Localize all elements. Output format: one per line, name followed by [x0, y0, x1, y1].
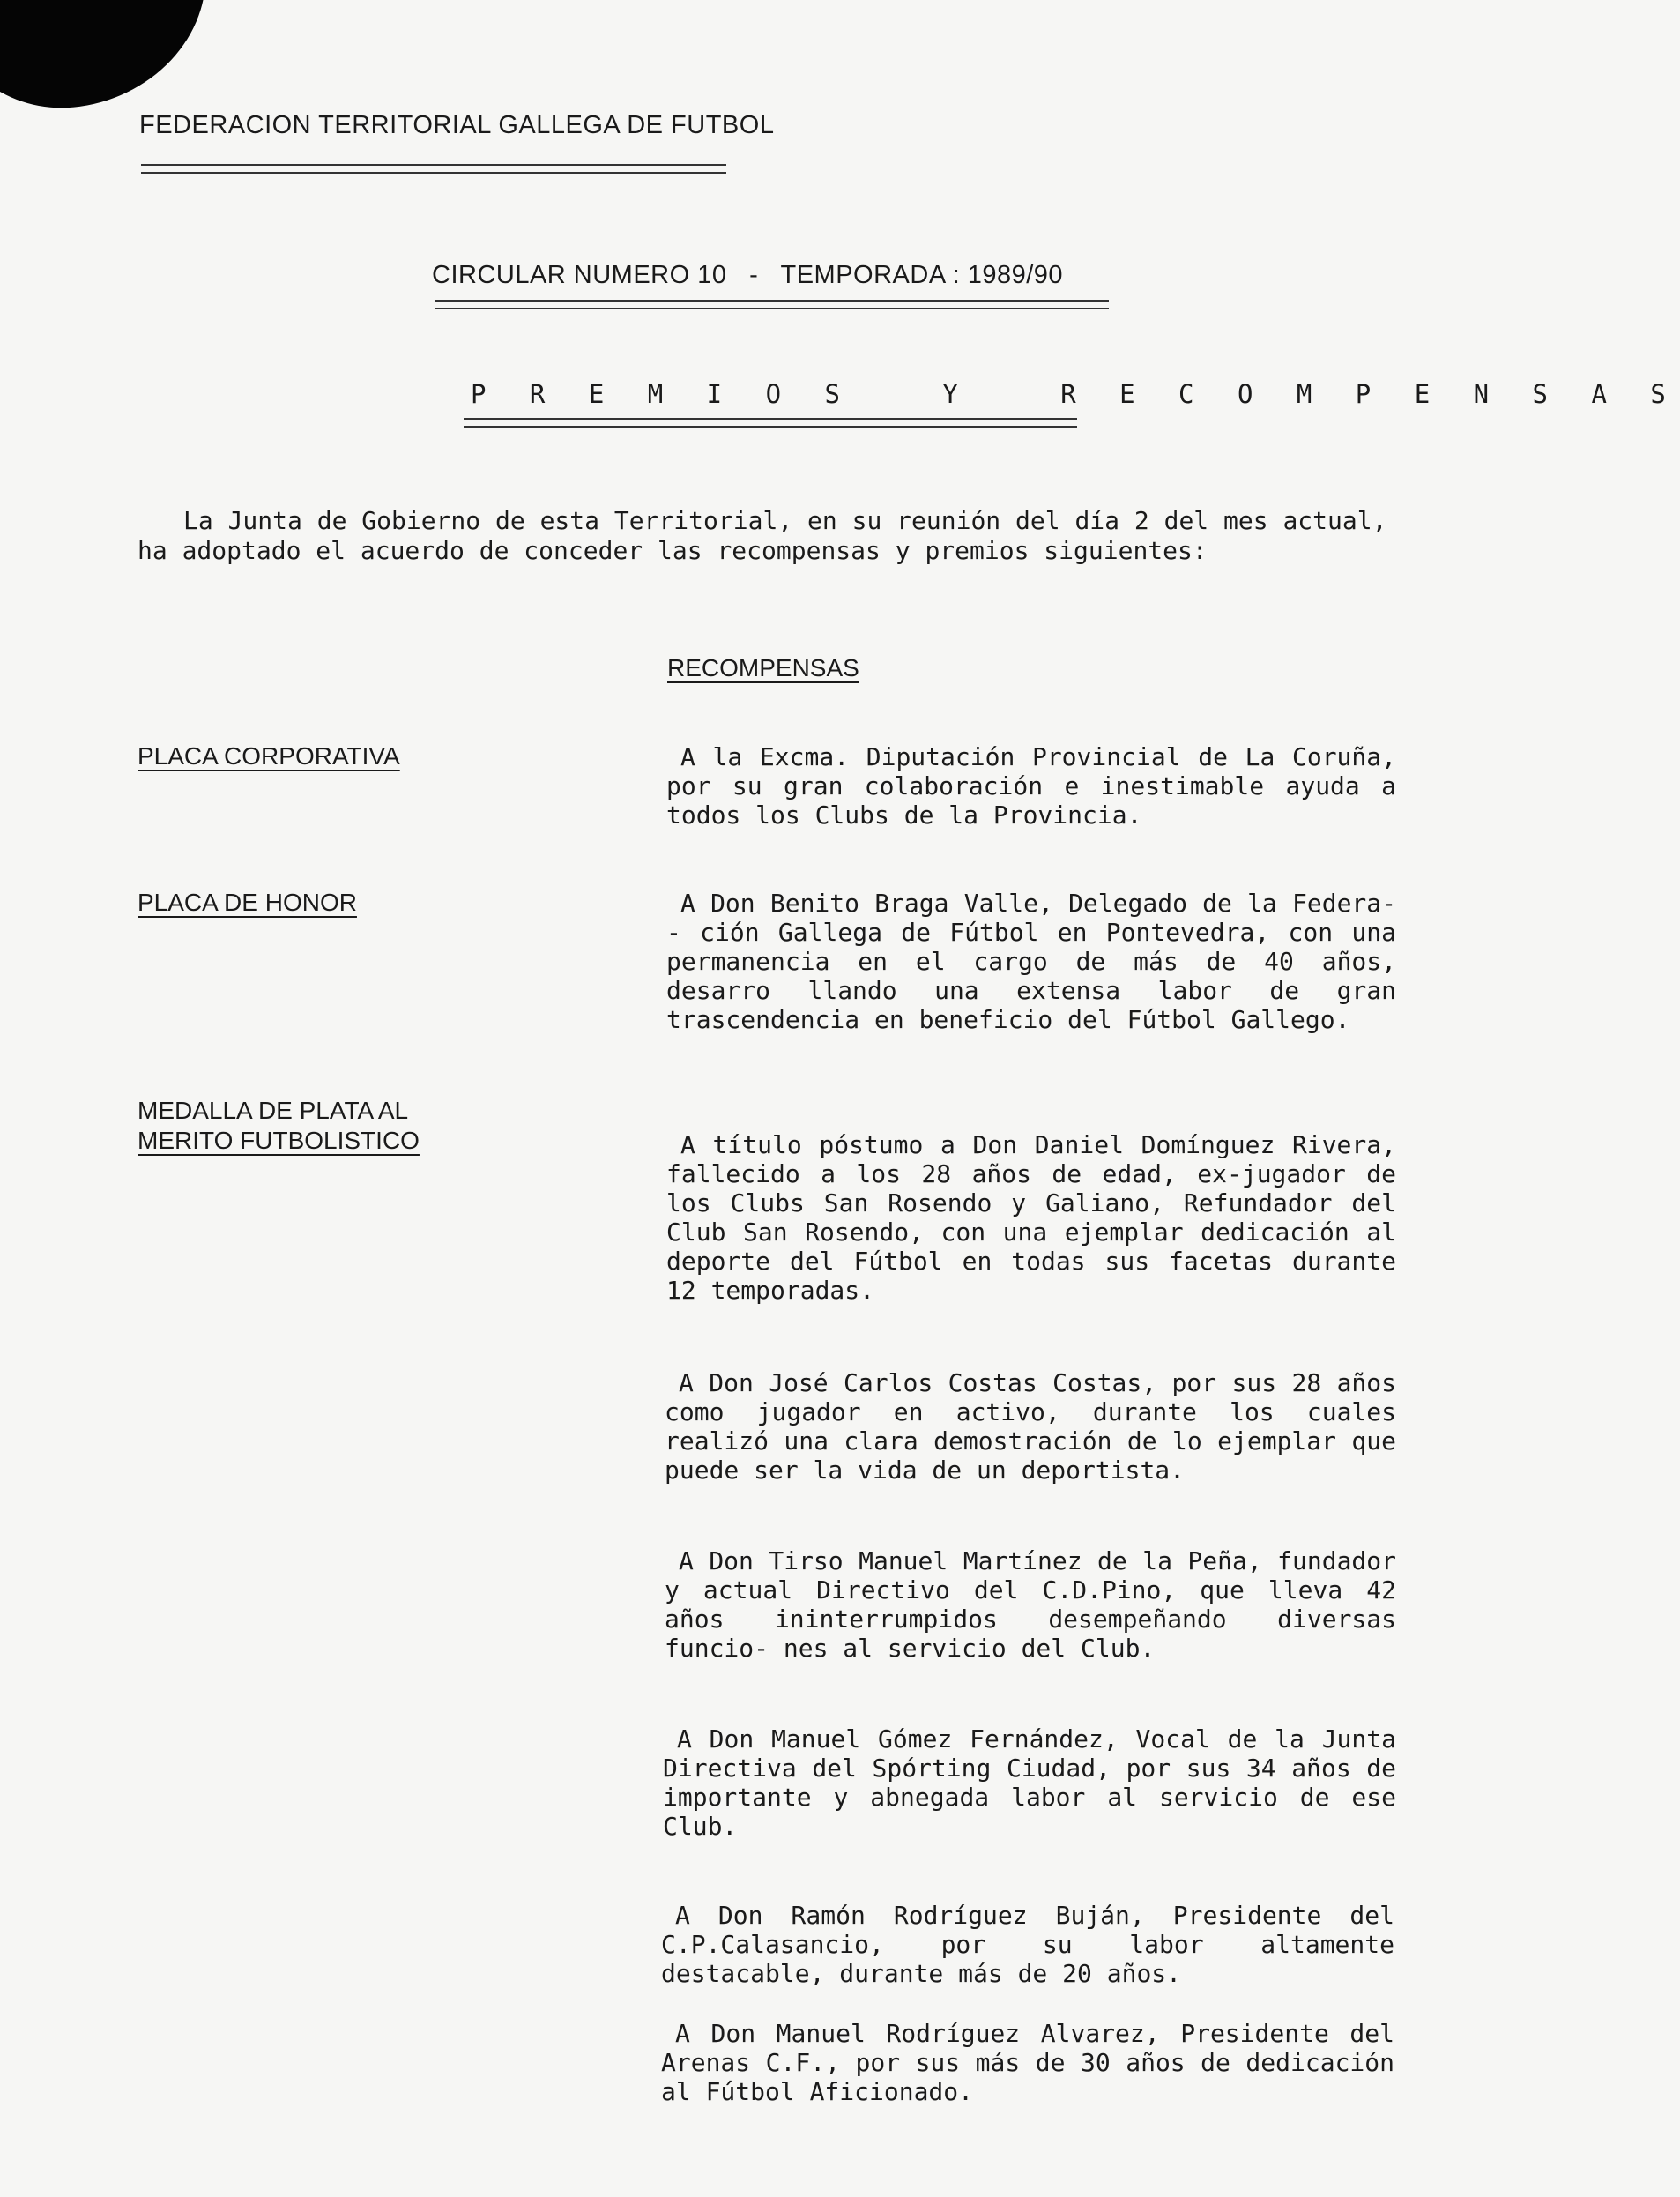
organization-name: FEDERACION TERRITORIAL GALLEGA DE FUTBOL [139, 111, 775, 139]
award-label-placa-corporativa: PLACA CORPORATIVA [138, 742, 400, 770]
medalla-recipient: A Don Ramón Rodríguez Buján, Presidente del C.P.Calasancio, por su labor altamente destacable, durante más de 20 años. [661, 1901, 1394, 1988]
medalla-recipient: A título póstumo a Don Daniel Domínguez Rivera, fallecido a los 28 años de edad, ex-jugador de los Clubs San Rosendo y Galiano, Refundador del Club San Rosendo, con una ejemplar dedicación al deporte del Fútbol en todas sus facetas durante 12 temporadas. [666, 1130, 1396, 1305]
intro-line-2: ha adoptado el acuerdo de conceder las recompensas y premios siguientes: [138, 536, 1208, 565]
award-label-medalla-line-1: MEDALLA DE PLATA AL [138, 1097, 409, 1124]
award-label-placa-de-honor: PLACA DE HONOR [138, 889, 357, 916]
double-rule [464, 418, 1077, 428]
award-text-placa-corporativa: A la Excma. Diputación Provincial de La Coruña, por su gran colaboración e inestimable ayuda a todos los Clubs de la Provincia. [666, 742, 1396, 830]
ink-blot [0, 0, 222, 123]
medalla-recipient: A Don Manuel Gómez Fernández, Vocal de la Junta Directiva del Spórting Ciudad, por sus 34 años de importante y abnegada labor al servicio de ese Club. [663, 1724, 1396, 1841]
section-title: RECOMPENSAS [667, 654, 859, 681]
circular-number: CIRCULAR NUMERO 10 - TEMPORADA : 1989/90 [432, 261, 1064, 289]
award-text-placa-de-honor: A Don Benito Braga Valle, Delegado de la Federa-- ción Gallega de Fútbol en Pontevedra, con una permanencia en el cargo de más de 40 años, desarro llando una extensa labor de gran trascendencia en beneficio del Fútbol Gallego. [666, 889, 1396, 1034]
award-label-medalla-line-2: MERITO FUTBOLISTICO [138, 1127, 420, 1154]
medalla-recipient: A Don José Carlos Costas Costas, por sus 28 años como jugador en activo, durante los cuales realizó una clara demostración de lo ejemplar que puede ser la vida de un deportista. [665, 1368, 1396, 1485]
intro-line-1: La Junta de Gobierno de esta Territorial, en su reunión del día 2 del mes actual, [183, 506, 1387, 535]
medalla-recipient: A Don Tirso Manuel Martínez de la Peña, fundador y actual Directivo del C.D.Pino, que lleva 42 años ininterrumpidos desempeñando diversas funcio- nes al servicio del Club. [665, 1546, 1396, 1663]
medalla-recipient: A Don Manuel Rodríguez Alvarez, Presidente del Arenas C.F., por sus más de 30 años de dedicación al Fútbol Aficionado. [661, 2019, 1394, 2106]
document-title: P R E M I O S Y R E C O M P E N S A S [471, 379, 1680, 409]
double-rule [435, 300, 1109, 309]
double-rule [141, 164, 726, 174]
